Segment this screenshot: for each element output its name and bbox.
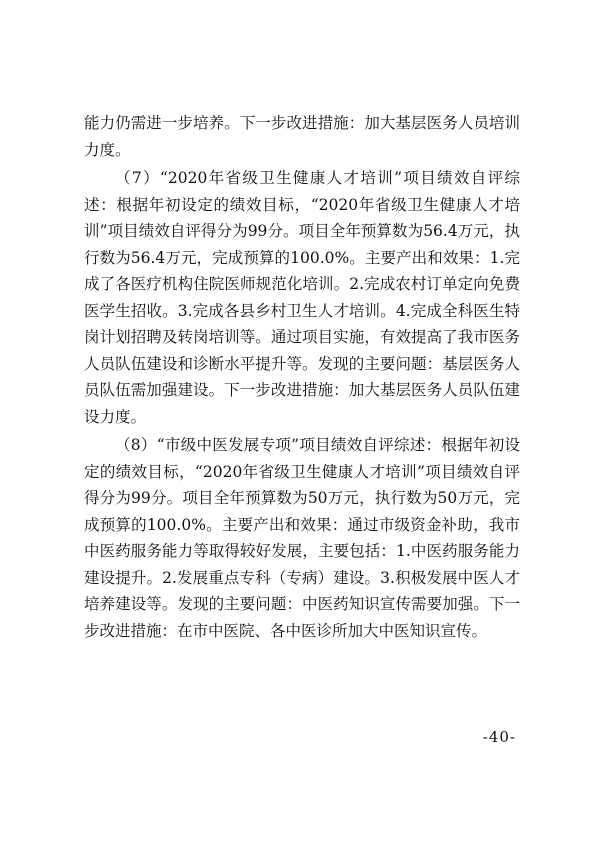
page-number: -40- (482, 728, 516, 746)
paragraph-item-7: （7）“2020年省级卫生健康人才培训”项目绩效自评综述：根据年初设定的绩效目标，“2020年省级卫生健康人才培训”项目绩效自评得分为99分。项目全年预算数为56.4万元，执行数为56.4万元，完成预算的100.0%。主要产出和效果：1.完成了各医疗机构住院医师规范化培训。2.完成农村订单定向免费医学生招收。3.完成各县乡村卫生人才培训。4.完成全科医生特岗计划招聘及转岗培训等。通过项目实施，有效提高了我市医务人员队伍建设和诊断水平提升等。发现的主要问题：基层医务人员队伍需加强建设。下一步改进措施：加大基层医务人员队伍建设力度。 (84, 169, 520, 426)
paragraph-continuation: 能力仍需进一步培养。下一步改进措施：加大基层医务人员培训力度。 (84, 114, 520, 159)
paragraph-item-8: （8）“市级中医发展专项”项目绩效自评综述：根据年初设定的绩效目标，“2020年省级卫生健康人才培训”项目绩效自评得分为99分。项目全年预算数为50万元，执行数为50万元，完成预算的100.0%。主要产出和效果：通过市级资金补助，我市中医药服务能力等取得较好发展，主要包括：1.中医药服务能力建设提升。2.发展重点专科（专病）建设。3.积极发展中医人才培养建设等。发现的主要问题：中医药知识宣传需要加强。下一步改进措施：在市中医院、各中医诊所加大中医知识宣传。 (84, 436, 520, 640)
body-text (84, 110, 520, 646)
